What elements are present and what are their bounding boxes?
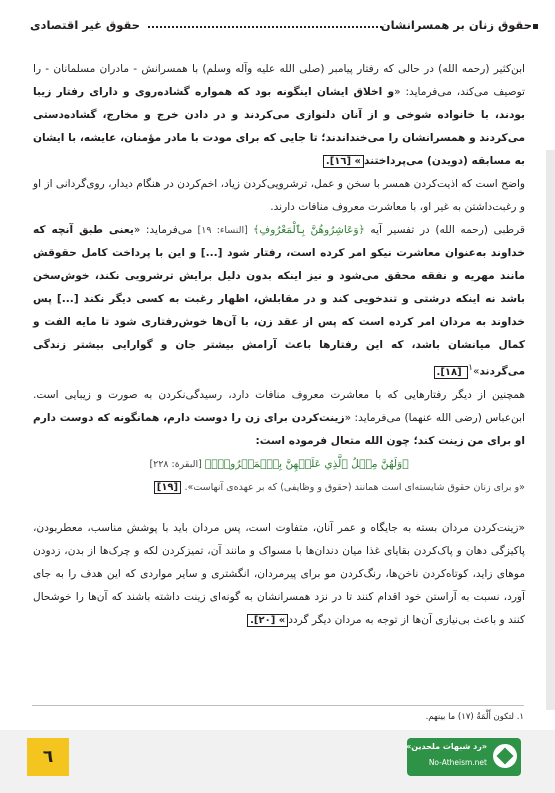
- citation: » [١٦].: [323, 155, 364, 168]
- verse-reference: [البقرة: ٢٢٨]: [149, 458, 205, 470]
- header-square-icon: [533, 24, 538, 29]
- paragraph-text: «زینت‌کردن مردان بسته به جایگاه و عمر آنان، متفاوت است، پس مردان باید با پوشش مناسب، معطربودن، پاکیزگی دهان و پاک‌کردن بقایای غذا میان دندان‌ها با مسواک و مانند آن، تمیزکردن لکه و چرک‌ها از بدن، زدودن موهای زاید، کوتاه‌کردن ناخن‌ها، رنگ‌کردن مو برای پیرمردان، انگشتری و سایر مواردی که این هدف را به جای آورد، نسبت به آراستن خود اقدام کنند تا در نزد همسرانشان به گونه‌ای زینت داشته باشند که آن‌ها را خوشحال کنند و باعث بی‌نیازی آن‌ها از توجه به مردان دیگر گردد: [33, 521, 525, 626]
- verse-translation: [33, 476, 525, 499]
- paragraph-harm: [33, 173, 525, 219]
- paragraph-text: واضح است که اذیت‌کردن همسر با سخن و عمل، ترشرویی‌کردن زیاد، اخم‌کردن در هنگام دیدار، روی‌گردانی از او و رغبت‌داشتن به غیر او، با معاشرت معروف منافات دارند.: [33, 178, 525, 213]
- paragraph-adornment: [33, 517, 525, 632]
- paragraph-qurtubi: [33, 219, 525, 384]
- paragraph-text: ابن‌کثیر (رحمه الله) در حالی که رفتار پیامبر (صلی الله علیه وآله وسلم) با همسرانش - مادران مسلمانان - را توصیف می‌کند، می‌فرماید: «: [33, 63, 525, 98]
- quote-bold: و اخلاق ایشان اینگونه بود که همواره گشاده‌روی و دارای رفتار زیبا بودند، با خانواده شوخی و از آنان دلنوازی می‌کردند و در دادن خرج و مخارج، گشاده‌دستی می‌کردند و همسرانشان را می‌خنداندند؛ تا جایی که برای مودت با مادر مؤمنان، عایشه، با ایشان به مسابقه (دویدن) می‌پرداختند: [33, 86, 525, 167]
- page-header: [30, 12, 532, 40]
- quran-verse: ﴿وَعَاشِرُوهُنَّ بِٱلْمَعْرُوفِ﴾: [253, 224, 365, 236]
- paragraph-ibn-kathir: [33, 58, 525, 173]
- footnote-marker[interactable]: ١: [468, 363, 473, 373]
- header-chapter-title: حقوق غیر اقتصادی: [30, 18, 141, 32]
- citation: [١٩]: [154, 481, 181, 494]
- paragraph-ibn-abbas: [33, 384, 525, 453]
- footnote: ١. لتكون أَلْمَةُ (١٧) ما بينهم.: [425, 712, 524, 722]
- footnote-separator: [32, 705, 524, 706]
- site-badge[interactable]: [407, 738, 521, 776]
- side-strip: [546, 150, 555, 710]
- paragraph-text: همچنین از دیگر رفتارهایی که با معاشرت معروف منافات دارد، رسیدگی‌نکردن به صورت و زیبایی است. ابن‌عباس (رضی الله عنهما) می‌فرماید: «: [33, 388, 525, 424]
- side-decoration: [535, 0, 555, 793]
- paragraph-text: می‌فرماید: «: [133, 224, 193, 236]
- page-number: ٦: [27, 738, 69, 776]
- badge-url[interactable]: No-Atheism.net: [428, 758, 487, 767]
- citation: » [٢٠].: [247, 614, 288, 627]
- quote-bold: یعنی طبق آنچه که خداوند به‌عنوان معاشرت نیکو امر کرده است، رفتار شود [...] و این با پرداخت کامل حقوقش مانند مهریه و نفقه محقق می‌شود و نیز اینکه بدون دلیل برایش ترشرویی نکند، خوش‌سخن باشد نه اینکه درشتی و تندخویی کند و در مقابلش، اظهار رغبت به کسی دیگر نکند [...] پس خداوند به مردان امر کرده است که پس از عقد زن، با آن‌ها خوش‌رفتاری شود تا مایه الفت و کمال میانشان باشد، که این رفتارها باعث آرامش بیشتر جان و گوارایی بیشتر زندگی می‌گردند: [33, 224, 525, 378]
- spacer: [33, 499, 525, 517]
- translation-text: «و برای زنان حقوق شایسته‌ای است همانند (حقوق و وظایفی) که بر عهده‌ی آنهاست».: [184, 481, 525, 493]
- quote-bold: زینت‌کردن برای زن را دوست دارم، همانگونه که دوست دارم او برای من زینت کند؛ چون الله متعال فرموده است:: [33, 411, 525, 447]
- quran-verse: ﴿وَلَهُنَّ مِثۡلُ ٱلَّذِي عَلَيۡهِنَّ بِٱلۡمَعۡرُوفِۚ﴾: [204, 457, 409, 470]
- badge-title: «رد شبهات ملحدین»: [406, 742, 487, 751]
- header-book-title: حقوق زنان بر همسرانشان: [380, 18, 532, 32]
- page-footer: [0, 730, 555, 793]
- ayah-line: [33, 453, 525, 476]
- main-text: [33, 58, 525, 632]
- quote-close: »: [472, 365, 480, 378]
- header-dotted-rule: [148, 26, 382, 28]
- site-logo-icon: [493, 744, 517, 768]
- citation: [١٨].: [434, 366, 469, 379]
- paragraph-text: قرطبی (رحمه الله) در تفسیر آیه: [364, 224, 525, 236]
- verse-reference: [النساء: ١٩]: [192, 225, 254, 236]
